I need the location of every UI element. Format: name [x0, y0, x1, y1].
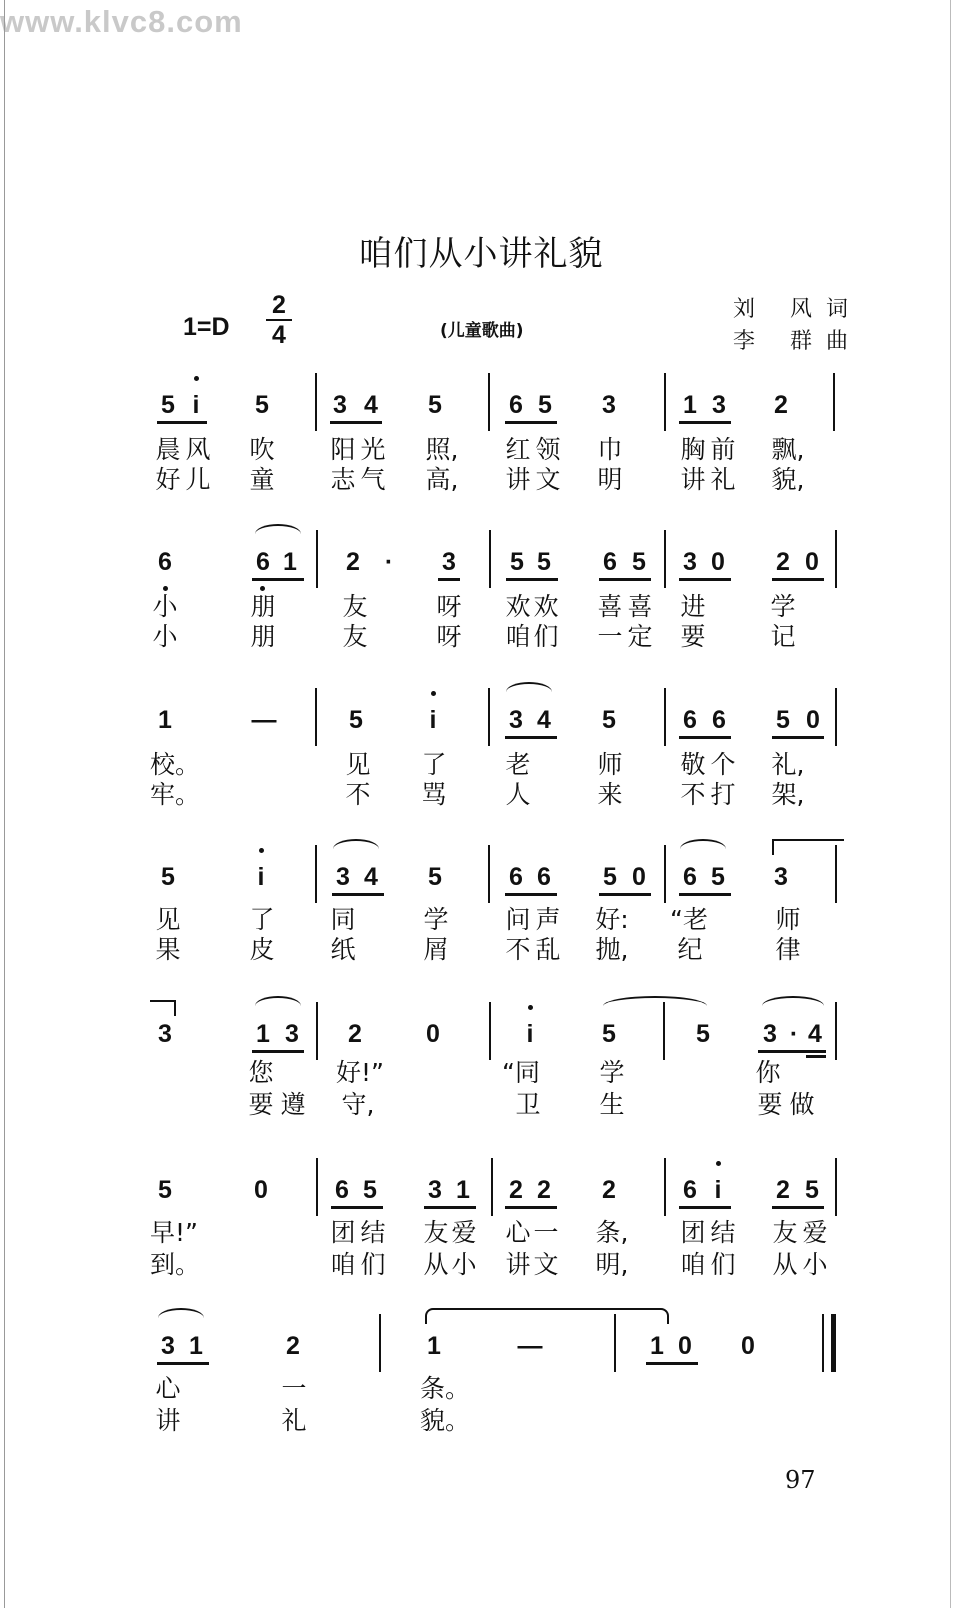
- lyric: 红: [505, 435, 531, 464]
- note: 6: [683, 1176, 697, 1204]
- lyric: 好:: [595, 905, 629, 934]
- lyric: 条,: [595, 1218, 629, 1247]
- lyric: 不: [505, 935, 531, 964]
- note: 5: [349, 706, 363, 734]
- lyric: 小: [451, 1250, 477, 1279]
- note: 5: [711, 863, 725, 891]
- lyric: 礼,: [771, 750, 805, 779]
- lyric: 进: [680, 592, 706, 621]
- page-number: 97: [785, 1466, 816, 1494]
- final-barline-thick: [831, 1314, 836, 1372]
- lyric: 一: [597, 622, 623, 651]
- lyric: 守,: [341, 1090, 375, 1119]
- lyric: 早!”: [150, 1218, 198, 1247]
- low-octave-dot: [260, 586, 265, 591]
- barline: [316, 1158, 318, 1216]
- barline: [835, 845, 837, 903]
- lyric: 胸: [680, 435, 706, 464]
- lyric: 友: [342, 622, 368, 651]
- note: 5: [696, 1020, 710, 1048]
- lyric: 师: [775, 905, 801, 934]
- lyric: 牢。: [150, 780, 201, 809]
- barline: [835, 530, 837, 588]
- lyric: 抛,: [595, 935, 629, 964]
- lyricist-credit: 刘 风词: [733, 297, 862, 322]
- lyric: 吹: [249, 435, 275, 464]
- note: 3: [158, 1020, 172, 1048]
- lyric: 心: [505, 1218, 531, 1247]
- barline: [315, 688, 317, 746]
- lyric: 皮: [249, 935, 275, 964]
- note: 3: [333, 391, 347, 419]
- underline: [679, 1206, 731, 1209]
- note: 1: [427, 1332, 441, 1360]
- lyric: 您: [248, 1058, 274, 1087]
- lyric: 小: [152, 592, 178, 621]
- lyric: 团: [680, 1218, 706, 1247]
- lyric: 明: [597, 465, 623, 494]
- score-row-7: [0, 1326, 962, 1476]
- note: 0: [426, 1020, 440, 1048]
- note: 2: [509, 1176, 523, 1204]
- underline: [438, 578, 460, 581]
- slur: [762, 996, 824, 1016]
- lyric: 不: [680, 780, 706, 809]
- barline: [316, 530, 318, 588]
- note: 5: [428, 863, 442, 891]
- lyric: 结: [710, 1218, 736, 1247]
- lyric: 校。: [150, 750, 201, 779]
- barline: [489, 1002, 491, 1060]
- high-octave-dot: [431, 691, 436, 696]
- lyric: 做: [789, 1090, 815, 1119]
- note: 2: [537, 1176, 551, 1204]
- high-octave-dot: [528, 1005, 533, 1010]
- lyric: 好: [155, 465, 181, 494]
- slur: [506, 682, 552, 702]
- lyric: 们: [360, 1250, 386, 1279]
- underline: [157, 1362, 209, 1365]
- lyric: 高,: [425, 465, 459, 494]
- note: i: [714, 1176, 722, 1204]
- slur: [680, 839, 726, 859]
- lyric: “同: [502, 1058, 540, 1087]
- note: 0: [254, 1176, 268, 1204]
- note: 4: [364, 391, 378, 419]
- note: 2: [346, 548, 360, 576]
- lyric: 光: [360, 435, 386, 464]
- lyric: 律: [775, 935, 801, 964]
- note: 2: [776, 1176, 790, 1204]
- lyric: 们: [710, 1250, 736, 1279]
- underline: [758, 1050, 826, 1053]
- lyric: 来: [597, 780, 623, 809]
- note: 1: [189, 1332, 203, 1360]
- time-signature: [266, 292, 292, 348]
- note: 1: [256, 1020, 270, 1048]
- tie-bracket: [772, 839, 844, 855]
- lyric: 志: [330, 465, 356, 494]
- underline: [772, 578, 824, 581]
- barline: [835, 688, 837, 746]
- note: 3: [712, 391, 726, 419]
- lyric: 文: [535, 465, 561, 494]
- underline: [679, 421, 731, 424]
- dash-note: —: [251, 706, 277, 734]
- lyric: 友: [342, 592, 368, 621]
- lyric: 从: [423, 1250, 449, 1279]
- song-title: 咱们从小讲礼貌: [358, 234, 604, 274]
- note: 5: [510, 548, 524, 576]
- lyric: 明,: [595, 1250, 629, 1279]
- composer-credit: 李 群曲: [733, 329, 862, 354]
- lyric: 纸: [330, 935, 356, 964]
- note: 2: [774, 391, 788, 419]
- lyric: 貌。: [420, 1406, 471, 1435]
- lyric: 见: [345, 750, 371, 779]
- barline: [664, 373, 666, 431]
- note: 3: [774, 863, 788, 891]
- note: 0: [741, 1332, 755, 1360]
- slur: [603, 996, 707, 1016]
- barline: [664, 530, 666, 588]
- lyric: 定: [627, 622, 653, 651]
- note: 3: [683, 548, 697, 576]
- note: 3: [161, 1332, 175, 1360]
- note: ·: [384, 548, 394, 576]
- note: 4: [537, 706, 551, 734]
- lyric: 打: [710, 780, 736, 809]
- note: 2: [602, 1176, 616, 1204]
- lyric: 阳: [330, 435, 356, 464]
- note: 0: [805, 548, 819, 576]
- lyric: 童: [249, 465, 275, 494]
- lyric: 了: [421, 750, 447, 779]
- note: 1: [683, 391, 697, 419]
- lyric: 朋: [250, 622, 276, 651]
- underline: [330, 421, 382, 424]
- barline: [835, 1002, 837, 1060]
- lyric: 不: [345, 780, 371, 809]
- lyric: 欢: [505, 592, 531, 621]
- lyric: 呀: [436, 592, 462, 621]
- lyric: 小: [802, 1250, 828, 1279]
- barline: [316, 1002, 318, 1060]
- lyric: 欢: [533, 592, 559, 621]
- lyric: 要: [248, 1090, 274, 1119]
- barline: [488, 845, 490, 903]
- lyric: 生: [599, 1090, 625, 1119]
- lyric: 讲: [680, 465, 706, 494]
- barline: [663, 1002, 665, 1060]
- lyric: 友: [423, 1218, 449, 1247]
- lyric: 文: [533, 1250, 559, 1279]
- underline: [331, 1206, 383, 1209]
- lyric: 礼: [281, 1406, 307, 1435]
- lyric: 问: [505, 905, 531, 934]
- lyric: 到。: [150, 1250, 201, 1279]
- barline: [315, 373, 317, 431]
- note: 5: [161, 863, 175, 891]
- note: 3: [428, 1176, 442, 1204]
- note: 4: [364, 863, 378, 891]
- note: 2: [776, 548, 790, 576]
- note: 6: [509, 863, 523, 891]
- underline: [679, 893, 731, 896]
- note: 3: [509, 706, 523, 734]
- note: 5: [602, 1020, 616, 1048]
- note: 6: [712, 706, 726, 734]
- slur: [255, 524, 301, 544]
- lyric: 讲: [155, 1406, 181, 1435]
- barline: [488, 373, 490, 431]
- note: 5: [161, 391, 175, 419]
- lyric: 晨: [155, 435, 181, 464]
- score-row-4: [0, 857, 962, 1007]
- barline: [489, 530, 491, 588]
- lyric: 照,: [425, 435, 459, 464]
- lyric: 果: [155, 935, 181, 964]
- underline: [332, 893, 384, 896]
- lyric: 纪: [677, 935, 703, 964]
- lyric: 结: [360, 1218, 386, 1247]
- lyric: 同: [330, 905, 356, 934]
- dash-note: —: [517, 1332, 543, 1360]
- lyric: 喜: [597, 592, 623, 621]
- lyric: 儿: [185, 465, 211, 494]
- note: 0: [678, 1332, 692, 1360]
- high-octave-dot: [716, 1161, 721, 1166]
- note: 3: [336, 863, 350, 891]
- note: 0: [711, 548, 725, 576]
- lyric: 们: [533, 622, 559, 651]
- note: 5: [776, 706, 790, 734]
- lyric: 见: [155, 905, 181, 934]
- barline: [664, 845, 666, 903]
- key-signature: 1=D: [183, 313, 230, 341]
- lyric: 讲: [505, 1250, 531, 1279]
- note: i: [429, 706, 437, 734]
- lyric: 巾: [597, 435, 623, 464]
- note: 3: [602, 391, 616, 419]
- note: 6: [509, 391, 523, 419]
- lyric: 好!”: [336, 1058, 384, 1087]
- note: 3: [763, 1020, 777, 1048]
- lyric: 遵: [280, 1090, 306, 1119]
- barline: [491, 1158, 493, 1216]
- lyric: 一: [533, 1218, 559, 1247]
- lyric: 卫: [515, 1090, 541, 1119]
- lyric: 乱: [535, 935, 561, 964]
- genre-label: (儿童歌曲): [440, 321, 524, 341]
- lyric: 爱: [802, 1218, 828, 1247]
- note: 5: [428, 391, 442, 419]
- lyric: 老: [505, 750, 531, 779]
- lyric: 喜: [627, 592, 653, 621]
- lyric: 气: [360, 465, 386, 494]
- slur: [158, 1308, 204, 1328]
- lyric: 呀: [436, 622, 462, 651]
- lyric: 架,: [771, 780, 805, 809]
- note: 6: [683, 706, 697, 734]
- lyric: 貌,: [771, 465, 805, 494]
- score-row-3: [0, 700, 962, 850]
- note: ·: [789, 1020, 799, 1048]
- lyric: 记: [770, 622, 796, 651]
- slur: [255, 996, 301, 1016]
- lyric: 朋: [250, 592, 276, 621]
- lyric: “老: [670, 905, 708, 934]
- lyric: 咱: [505, 622, 531, 651]
- note: 1: [158, 706, 172, 734]
- note: 6: [256, 548, 270, 576]
- underline: [505, 1206, 557, 1209]
- note: 3: [442, 548, 456, 576]
- lyric: 学: [423, 905, 449, 934]
- lyric: 讲: [505, 465, 531, 494]
- note: 1: [456, 1176, 470, 1204]
- underline: [599, 893, 651, 896]
- underline: [646, 1362, 698, 1365]
- note: 2: [286, 1332, 300, 1360]
- lyric: 飘,: [771, 435, 805, 464]
- watermark: www.klvc8.com: [0, 4, 243, 39]
- underline: [772, 736, 824, 739]
- lyric: 个: [710, 750, 736, 779]
- underline: [679, 578, 731, 581]
- high-octave-dot: [194, 376, 199, 381]
- note: i: [192, 391, 200, 419]
- underline: [252, 1050, 304, 1053]
- underline: [424, 1206, 476, 1209]
- lyric: 咱: [680, 1250, 706, 1279]
- lyric: 人: [505, 780, 531, 809]
- score-row-1: [0, 385, 962, 535]
- note: i: [257, 863, 265, 891]
- note: 3: [285, 1020, 299, 1048]
- note: 6: [683, 863, 697, 891]
- lyric: 要: [757, 1090, 783, 1119]
- underline: [252, 578, 304, 581]
- note: 5: [632, 548, 646, 576]
- lyric: 师: [597, 750, 623, 779]
- lyric: 小: [152, 622, 178, 651]
- note: 5: [538, 391, 552, 419]
- lyric: 条。: [420, 1374, 471, 1403]
- lyric: 一: [281, 1374, 307, 1403]
- note: i: [526, 1020, 534, 1048]
- lyric: 屑: [423, 935, 449, 964]
- underline: [679, 736, 731, 739]
- underline: [772, 1206, 824, 1209]
- underline: [505, 736, 557, 739]
- barline: [488, 688, 490, 746]
- score-row-6: [0, 1170, 962, 1320]
- time-signature-top: 2: [272, 291, 286, 319]
- note: 6: [335, 1176, 349, 1204]
- lyric: 了: [249, 905, 275, 934]
- lyric: 风: [185, 435, 211, 464]
- barline: [379, 1314, 381, 1372]
- slur: [333, 839, 379, 859]
- note: 5: [603, 863, 617, 891]
- lyric: 咱: [330, 1250, 356, 1279]
- note: 2: [348, 1020, 362, 1048]
- barline: [835, 1158, 837, 1216]
- underline: [506, 578, 558, 581]
- note: 1: [650, 1332, 664, 1360]
- lyric: 心: [155, 1374, 181, 1403]
- lyric: 声: [535, 905, 561, 934]
- tie-bracket: [425, 1308, 669, 1324]
- note: 4: [808, 1020, 822, 1048]
- note: 0: [806, 706, 820, 734]
- lyric: 学: [599, 1058, 625, 1087]
- note: 5: [363, 1176, 377, 1204]
- barline: [614, 1314, 616, 1372]
- barline: [664, 1158, 666, 1216]
- note: 5: [255, 391, 269, 419]
- lyric: 爱: [451, 1218, 477, 1247]
- note: 5: [537, 548, 551, 576]
- lyric: 礼: [710, 465, 736, 494]
- final-barline-thin: [822, 1314, 824, 1372]
- lyric: 学: [770, 592, 796, 621]
- underline: [599, 578, 651, 581]
- note: 1: [283, 548, 297, 576]
- underline: [806, 1055, 826, 1058]
- time-signature-bottom: 4: [272, 321, 286, 349]
- lyric: 敬: [680, 750, 706, 779]
- underline: [505, 421, 557, 424]
- lyric: 骂: [421, 780, 447, 809]
- underline: [157, 421, 207, 424]
- note: 6: [537, 863, 551, 891]
- lyric: 团: [330, 1218, 356, 1247]
- lyric: 前: [710, 435, 736, 464]
- note: 5: [158, 1176, 172, 1204]
- lyric: 友: [772, 1218, 798, 1247]
- lyric: 要: [680, 622, 706, 651]
- barline: [315, 845, 317, 903]
- lyric: 从: [772, 1250, 798, 1279]
- barline: [664, 688, 666, 746]
- score-row-5: [0, 1014, 962, 1164]
- low-octave-dot: [163, 586, 168, 591]
- score-row-2: [0, 542, 962, 692]
- note: 5: [602, 706, 616, 734]
- lyric: 领: [535, 435, 561, 464]
- lyric: 你: [755, 1058, 781, 1087]
- high-octave-dot: [259, 848, 264, 853]
- note: 6: [603, 548, 617, 576]
- note: 5: [805, 1176, 819, 1204]
- note: 6: [158, 548, 172, 576]
- barline: [833, 373, 835, 431]
- underline: [505, 893, 557, 896]
- note: 0: [632, 863, 646, 891]
